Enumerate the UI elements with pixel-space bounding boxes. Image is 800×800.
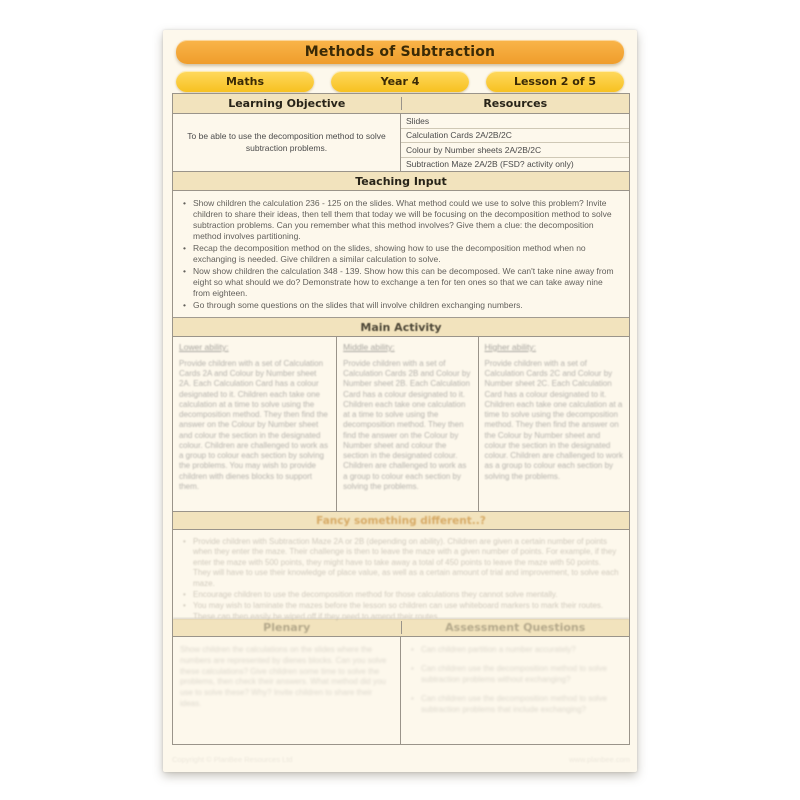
badge-lesson [486,71,624,92]
badge-subject [176,71,314,92]
lo-res-header-row [173,94,629,114]
teaching-input-bullets [173,191,629,316]
teaching-input-header: Teaching Input [355,174,447,188]
fancy-different-bullets [173,530,629,627]
teaching-input-bullet: • Recap the decomposition method on the slides, showing how to use the decomposition method when no exchanging is needed. Give children a similar calculation to solve. [181,243,619,265]
lesson-table [172,93,630,745]
badge-year-label: Year 4 [380,75,420,88]
page-title: Methods of Subtraction [304,44,496,60]
fancy-different-header-row [173,512,629,530]
badge-year [331,71,469,92]
fancy-different-body [173,530,629,619]
fancy-different-bullet: • Provide children with Subtraction Maze 2A or 2B (depending on ability). Children are given a certain number of points when they enter the maze. Their challenge is then to leave the maze with a given number of points. For example, if they enter the maze with 500 points, they might have to take away a total of 450 points to leave the maze with 50 points. They will have to use their knowledge of place value, as well as a certain amount of trial and improvement, to solve each maze. [181,537,619,589]
assessment-question: • Can children partition a number accurately? [409,645,621,655]
lower-ability-heading: Lower ability: [179,342,229,352]
teaching-input-bullet: • Now show children the calculation 348 - 139. Show how this can be decomposed. We can't take nine away from eight so what should we do? Demonstrate how to exchange a ten for ten ones so that we can take away nine from eighteen. [181,266,619,299]
resource-item: Colour by Number sheets 2A/2B/2C [401,143,629,158]
learning-objective-header-cell [173,97,402,110]
main-activity-body [173,337,629,512]
badge-row [176,71,624,92]
teaching-input-header-row [173,172,629,191]
plenary-cell [173,637,401,744]
main-activity-column-higher [479,337,629,511]
lesson-plan-page [163,30,637,772]
higher-ability-text: Provide children with a set of Calculation Cards 2C and Colour by Number sheet 2C. Each Calculation Card has a colour designated to it. Children each take one calculation at a time to solve using the decomposition method. They then find the answer on the Colour by Number sheet and colour the section in the designated colour. Children are challenged to work as a group to colour each section by solving the problems. [484,359,623,481]
main-activity-column-middle [337,337,478,511]
plenary-aq-body-row [173,637,629,744]
plenary-text: Show children the calculations on the slides where the numbers are represented by dienes blocks. Can you solve these calculations? Give children some time to solve the problems, then check their answers. What method did you use to solve these? Why? Invite children to share their ideas. [180,645,387,708]
resource-item: Slides [401,114,629,129]
learning-objective-cell [173,114,401,171]
title-banner [176,40,624,64]
footer-copyright: Copyright © PlanBee Resources Ltd [172,755,293,764]
higher-ability-heading: Higher ability: [484,342,537,352]
assessment-questions-header: Assessment Questions [445,621,586,634]
fancy-different-bullet: • You may wish to laminate the mazes before the lesson so children can use whiteboard markers to mark their routes. These can then easily be wiped off if they need to amend their routes. [181,601,619,622]
learning-objective-text: To be able to use the decomposition method to solve subtraction problems. [187,131,386,153]
teaching-input-body [173,191,629,318]
badge-lesson-label: Lesson 2 of 5 [513,75,597,88]
lower-ability-text: Provide children with a set of Calculation Cards 2A and Colour by Number sheet 2A. Each Calculation Card has a colour designated to it. Children each take one calculation at a time to solve using the decomposition method. They then find the answer on the Colour by Number sheet and colour the section in the designated colour. Children are challenged to work as a group to colour each section by solving the problems. You may wish to provide children with dienes blocks to support them. [179,359,328,491]
resource-item: Subtraction Maze 2A/2B (FSD? activity only) [406,159,574,170]
resources-cell [401,114,629,171]
lo-res-body-row [173,114,629,172]
middle-ability-heading: Middle ability: [343,342,395,352]
plenary-header: Plenary [263,621,311,634]
footer-website: www.planbee.com [569,755,630,764]
assessment-questions-cell [401,637,629,744]
fancy-different-header: Fancy something different..? [316,514,486,527]
resources-header: Resources [483,97,548,110]
assessment-questions-list [409,645,621,715]
main-activity-header-row [173,318,629,337]
middle-ability-text: Provide children with a set of Calculation Cards 2B and Colour by Number sheet 2B. Each Calculation Card has a colour designated to it. Children each take one calculation at a time to solve using the decomposition method. They then find the answer on the Colour by Number sheet and colour the section in the designated colour. Children are challenged to work as a group to colour each section by solving the problems. [343,359,471,491]
learning-objective-header: Learning Objective [228,97,346,110]
main-activity-column-lower [173,337,337,511]
teaching-input-bullet: • Show children the calculation 236 - 125 on the slides. What method could we use to solve this problem? Invite children to share their ideas, then tell them that today we will be focusing on the decomposition method to solve subtraction problems. Can you remember what this method involves? Give them a clue: the decomposition method involves partitioning. [181,198,619,242]
badge-subject-label: Maths [225,75,264,88]
resource-item: Calculation Cards 2A/2B/2C [401,129,629,144]
page-footer [172,755,630,764]
assessment-question: • Can children use the decomposition method to solve subtraction problems that include exchanging? [409,694,621,715]
assessment-question: • Can children use the decomposition method to solve subtraction problems without exchanging? [409,664,621,685]
main-activity-header: Main Activity [360,320,442,334]
teaching-input-bullet: • Go through some questions on the slides that will involve children exchanging numbers. [181,300,619,311]
resources-header-cell [402,97,630,110]
fancy-different-bullet: • Encourage children to use the decomposition method for those calculations they cannot solve mentally. [181,590,619,600]
